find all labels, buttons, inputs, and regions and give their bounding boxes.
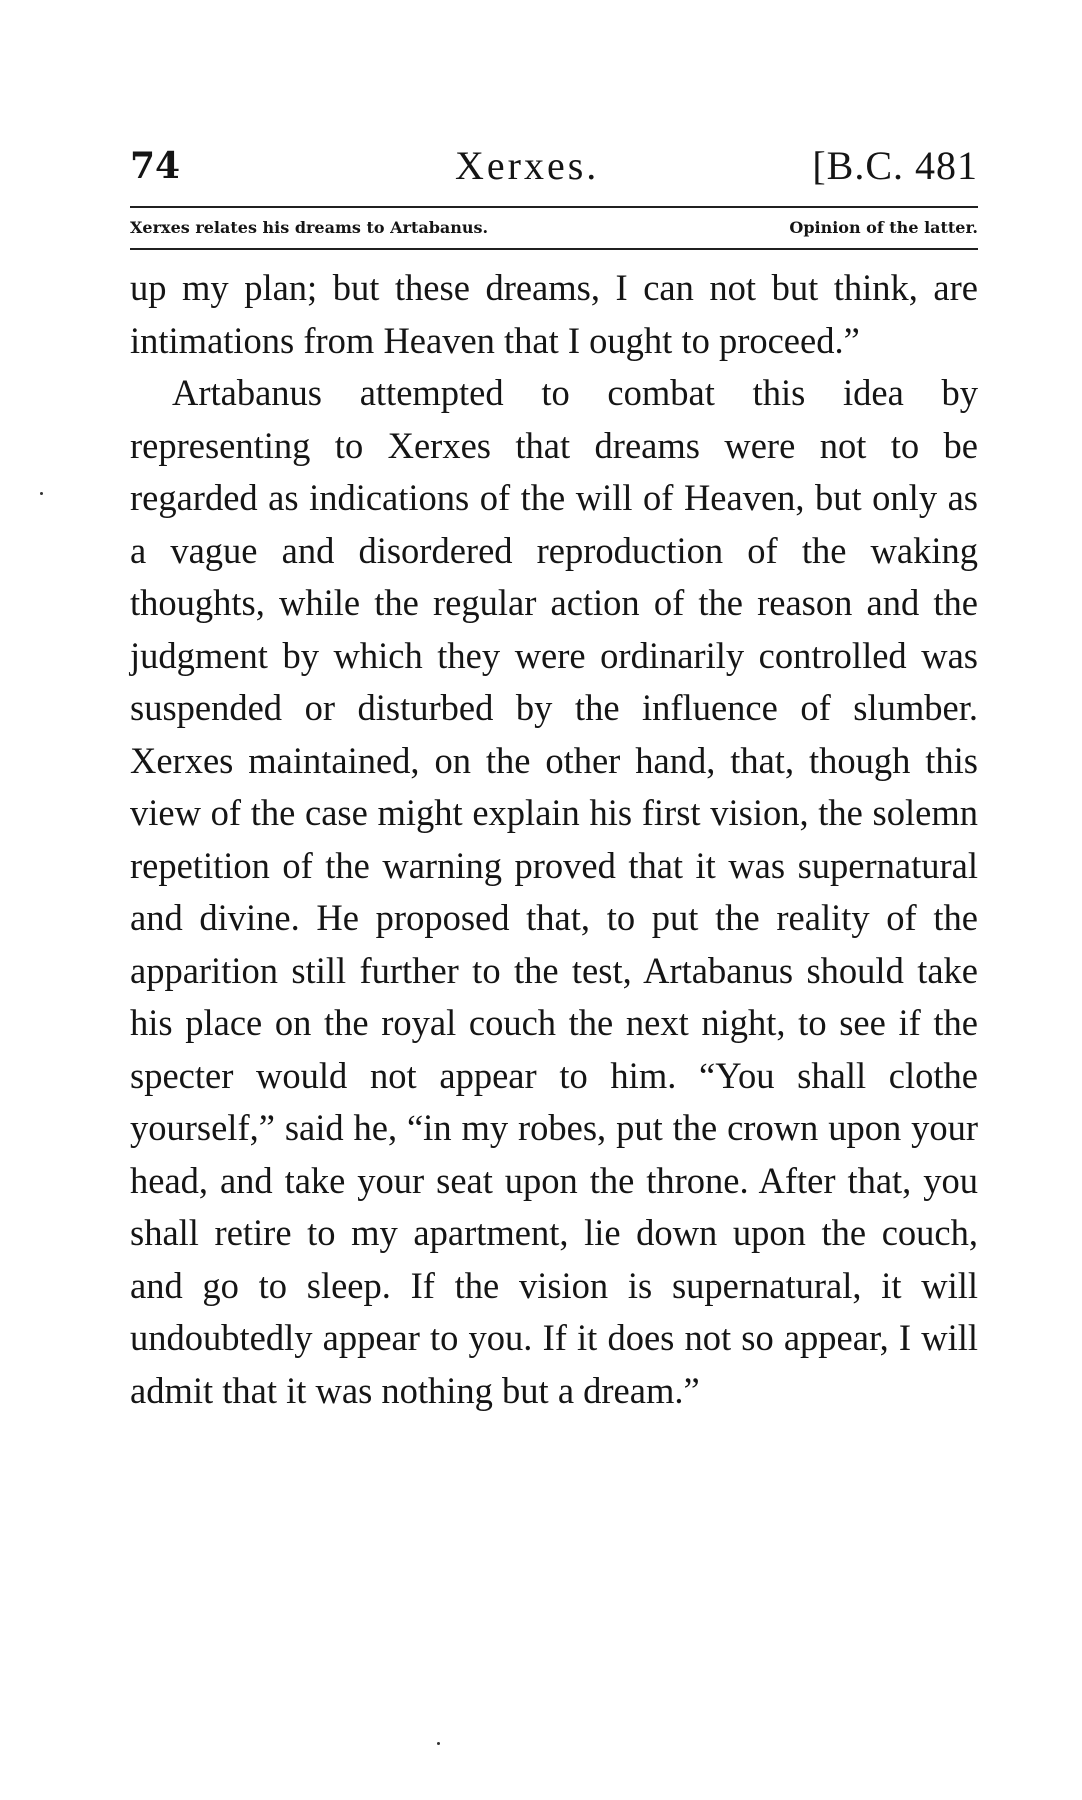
body-text	[130, 262, 978, 1417]
print-speck	[437, 1742, 440, 1745]
running-title: Xerxes.	[455, 143, 600, 188]
running-head	[130, 140, 978, 192]
sidenote-left: Xerxes relates his dreams to Artabanus.	[130, 218, 489, 237]
paragraph-main: Artabanus attempted to combat this idea by representing to Xerxes that dreams were not to be regarded as indications of the will of Heaven, but only as a vague and disordered reproduction of the waking thoughts, while the regular action of the reason and the judgment by which they were ordinarily controlled was suspended or disturbed by the influence of slumber. Xerxes maintained, on the other hand, that, though this view of the case might explain his first vision, the solemn repetition of the warning proved that it was supernatural and divine. He proposed that, to put the reality of the apparition still further to the test, Artabanus should take his place on the royal couch the next night, to see if the specter would not appear to him. “You shall clothe yourself,” said he, “in my robes, put the crown upon your head, and take your seat upon the throne. After that, you shall retire to my apartment, lie down upon the couch, and go to sleep. If the vision is supernatural, it will undoubtedly appear to you. If it does not so appear, I will admit that it was nothing but a dream.”	[130, 372, 978, 1411]
marginal-summary	[130, 212, 978, 244]
paragraph-continuation: up my plan; but these dreams, I can not but think, are intimations from Heaven that I ought to proceed.”	[130, 267, 978, 361]
running-date: [B.C. 481	[812, 143, 978, 188]
header-rule-top	[130, 206, 978, 208]
sidenote-right: Opinion of the latter.	[789, 218, 978, 237]
print-speck	[40, 492, 43, 495]
header-rule-bottom	[130, 248, 978, 250]
page-number: 74	[130, 145, 181, 187]
